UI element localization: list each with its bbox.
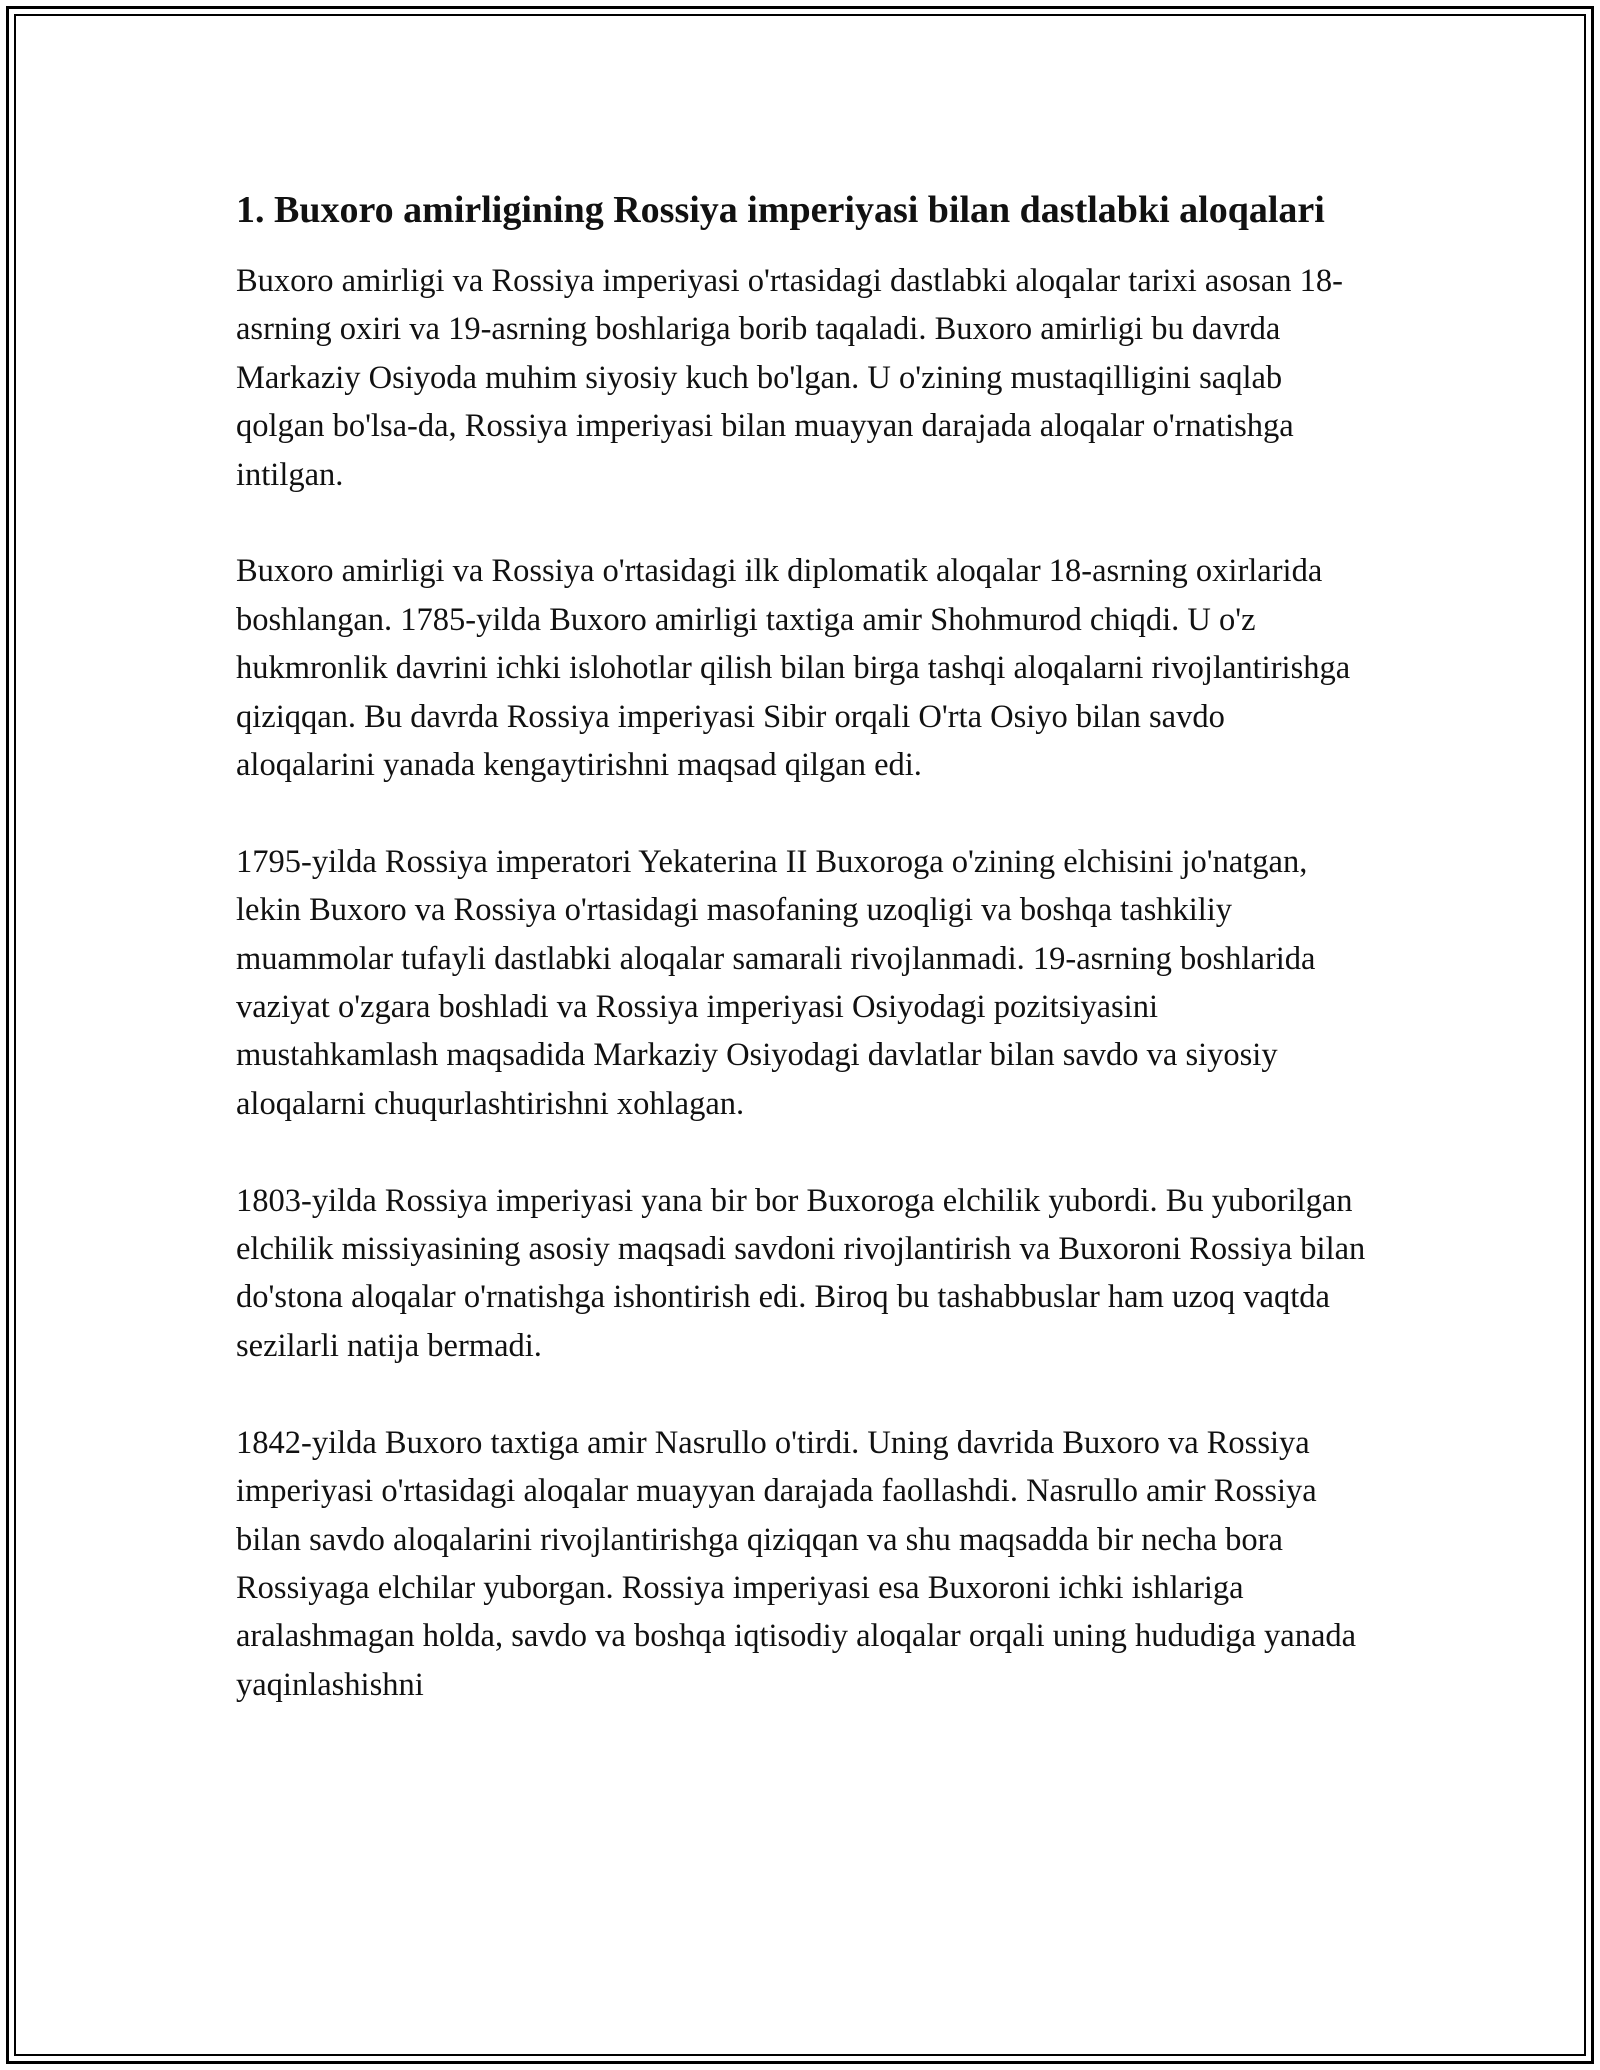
paragraph-5: 1842-yilda Buxoro taxtiga amir Nasrullo o'tirdi. Uning davrida Buxoro va Rossiya imperiyasi o'rtasidagi aloqalar muayyan darajada faollashdi. Nasrullo amir Rossiya bilan savdo aloqalarini rivojlantirishga qiziqqan va shu maqsadda bir necha bora Rossiyaga elchilar yuborgan. Rossiya imperiyasi esa Buxoroni ichki ishlariga aralashmagan holda, savdo va boshqa iqtisodiy aloqalar orqali uning hududiga yanada yaqinlashishni [236,1424,1357,1703]
document-body [236,186,1366,1758]
paragraph-1: Buxoro amirligi va Rossiya imperiyasi o'rtasidagi dastlabki aloqalar tarixi asosan 18-asrning oxiri va 19-asrning boshlariga borib taqaladi. Buxoro amirligi bu davrda Markaziy Osiyoda muhim siyosiy kuch bo'lgan. U o'zining mustaqilligini saqlab qolgan bo'lsa-da, Rossiya imperiyasi bilan muayyan darajada aloqalar o'rnatishga intilgan. [236,263,1343,493]
paragraph-2: Buxoro amirligi va Rossiya o'rtasidagi ilk diplomatik aloqalar 18-asrning oxirlarida boshlangan. 1785-yilda Buxoro amirligi taxtiga amir Shohmurod chiqdi. U o'z hukmronlik davrini ichki islohotlar qilish bilan birga tashqi aloqalarni rivojlantirishga qiziqqan. Bu davrda Rossiya imperiyasi Sibir orqali O'rta Osiyo bilan savdo aloqalarini yanada kengaytirishni maqsad qilgan edi. [236,553,1351,784]
paragraph-3: 1795-yilda Rossiya imperatori Yekaterina II Buxoroga o'zining elchisini jo'natgan, lekin Buxoro va Rossiya o'rtasidagi masofaning uzoqligi va boshqa tashkiliy muammolar tufayli dastlabki aloqalar samarali rivojlanmadi. 19-asrning boshlarida vaziyat o'zgara boshladi va Rossiya imperiyasi Osiyodagi pozitsiyasini mustahkamlash maqsadida Markaziy Osiyodagi davlatlar bilan savdo va siyosiy aloqalarni chuqurlashtirishni xohlagan. [236,843,1316,1122]
section-heading: 1. Buxoro amirligining Rossiya imperiyasi bilan dastlabki aloqalari [236,189,1325,231]
paragraph-4: 1803-yilda Rossiya imperiyasi yana bir bor Buxoroga elchilik yubordi. Bu yuborilgan elchilik missiyasining asosiy maqsadi savdoni rivojlantirish va Buxoroni Rossiya bilan do'stona aloqalar o'rnatishga ishontirish edi. Biroq bu tashabbuslar ham uzoq vaqtda sezilarli natija bermadi. [236,1182,1366,1364]
